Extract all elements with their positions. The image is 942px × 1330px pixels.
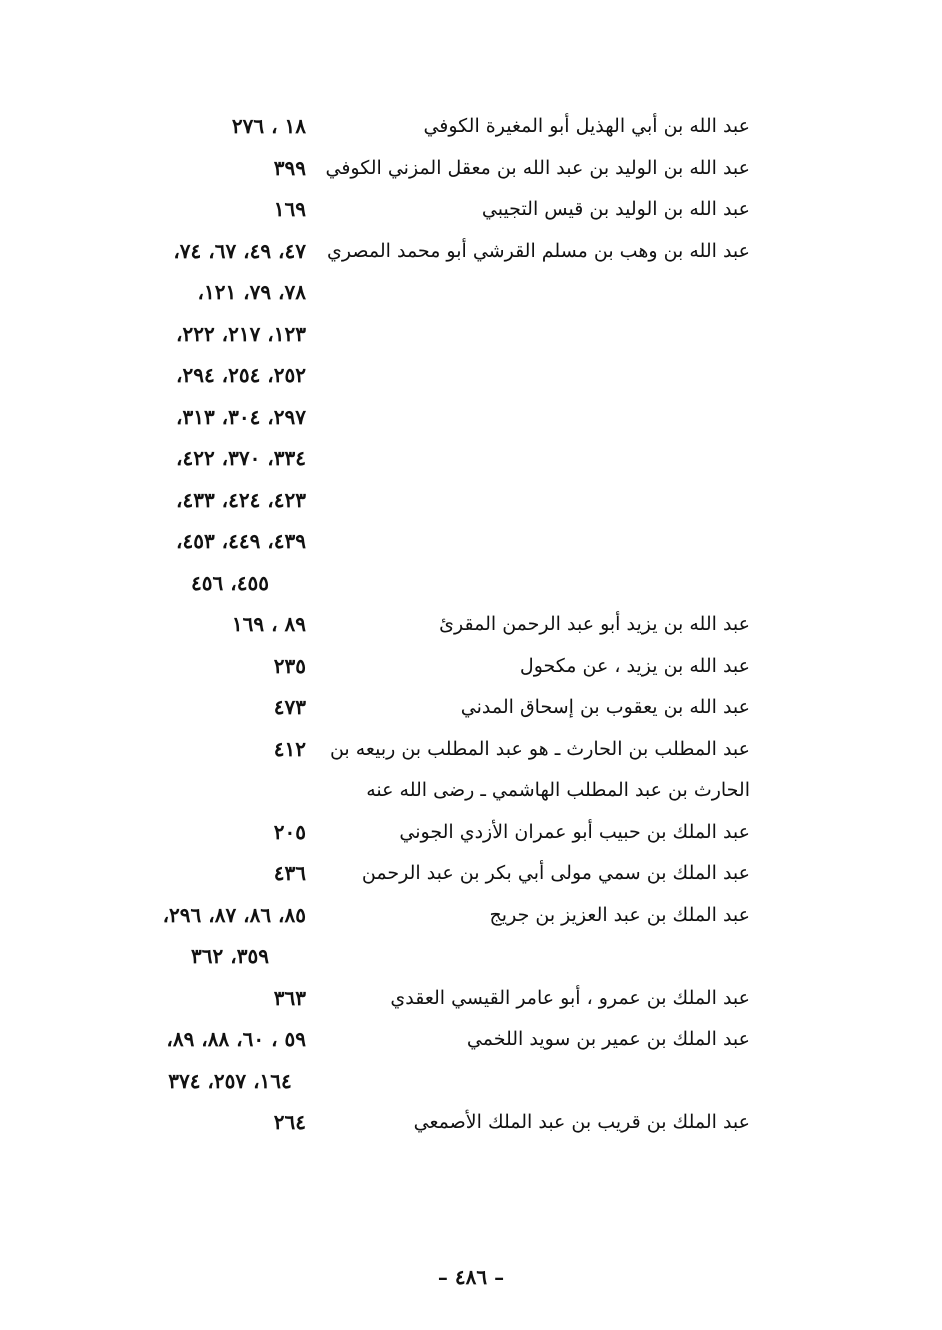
- entry-name: عبد الله بن يزيد أبو عبد الرحمن المقرئ: [439, 613, 750, 635]
- entry-page-refs: ١٨ ، ٢٧٦: [231, 114, 306, 138]
- index-entry: [0, 897, 942, 933]
- index-entry: [0, 855, 942, 891]
- index-entry: [0, 523, 942, 559]
- entry-page-refs: ٤٢٣، ٤٢٤، ٤٣٣،: [175, 488, 306, 512]
- entry-page-refs: ٣٩٩: [273, 156, 306, 180]
- entry-page-refs: ١٢٣، ٢١٧، ٢٢٢،: [175, 322, 306, 346]
- index-entry: [0, 731, 942, 767]
- index-entry: [0, 191, 942, 227]
- entry-page-refs: ٤٧٣: [273, 695, 306, 719]
- entry-name: عبد الله بن يعقوب بن إسحاق المدني: [460, 696, 750, 718]
- index-entry: [0, 980, 942, 1016]
- index-entry: [0, 482, 942, 518]
- index-entry: [0, 233, 942, 269]
- entry-page-refs: ٤٧، ٤٩، ٦٧، ٧٤،: [173, 239, 306, 263]
- index-entry: [0, 814, 942, 850]
- entry-name: الحارث بن عبد المطلب الهاشمي ـ رضى الله عنه: [366, 779, 750, 801]
- entry-page-refs: ٢٩٧، ٣٠٤، ٣١٣،: [175, 405, 306, 429]
- index-entry: [0, 1021, 942, 1057]
- entry-page-refs: ٤٥٥، ٤٥٦: [191, 571, 269, 595]
- index-entry: [0, 938, 942, 974]
- entry-name: عبد الله بن وهب بن مسلم القرشي أبو محمد المصري: [327, 240, 750, 262]
- index-entry: [0, 440, 942, 476]
- entry-page-refs: ٤٣٩، ٤٤٩، ٤٥٣،: [175, 529, 306, 553]
- index-entry: [0, 399, 942, 435]
- entry-page-refs: ٣٦٣: [273, 986, 306, 1010]
- index-entry: [0, 150, 942, 186]
- index-entry: [0, 606, 942, 642]
- entry-name: عبد الله بن أبي الهذيل أبو المغيرة الكوفي: [423, 115, 750, 137]
- index-entry: [0, 772, 942, 808]
- index-entry: [0, 648, 942, 684]
- page-number: – ٤٨٦ –: [437, 1265, 505, 1289]
- entry-name: عبد المطلب بن الحارث ـ هو عبد المطلب بن ربيعه بن: [329, 738, 750, 760]
- entry-name: عبد الله بن الوليد بن قيس التجيبي: [481, 198, 750, 220]
- index-entry: [0, 1104, 942, 1140]
- index-entry: [0, 1063, 942, 1099]
- index-entry: [0, 565, 942, 601]
- entry-name: عبد الله بن الوليد بن عبد الله بن معقل المزني الكوفي: [325, 157, 750, 179]
- entry-name: عبد الملك بن عبد العزيز بن جريج: [489, 904, 750, 926]
- entry-page-refs: ٢٥٢، ٢٥٤، ٢٩٤،: [175, 363, 306, 387]
- index-entry: [0, 316, 942, 352]
- entry-page-refs: ١٦٩: [273, 197, 306, 221]
- entry-name: عبد الملك بن قريب بن عبد الملك الأصمعي: [413, 1111, 750, 1133]
- entry-page-refs: ٨٥، ٨٦، ٨٧، ٢٩٦،: [162, 903, 306, 927]
- entry-page-refs: ٤٣٦: [273, 861, 306, 885]
- entry-name: عبد الملك بن سمي مولى أبي بكر بن عبد الرحمن: [361, 862, 750, 884]
- entry-page-refs: ٥٩ ، ٦٠، ٨٨، ٨٩،: [166, 1027, 306, 1051]
- index-entry: [0, 689, 942, 725]
- index-entry: [0, 108, 942, 144]
- entry-page-refs: ٢٠٥: [273, 820, 306, 844]
- entry-page-refs: ٨٩ ، ١٦٩: [231, 612, 306, 636]
- entry-page-refs: ١٦٤، ٢٥٧، ٣٧٤: [168, 1069, 292, 1093]
- entry-page-refs: ٣٣٤، ٣٧٠، ٤٢٢،: [175, 446, 306, 470]
- index-entry: [0, 357, 942, 393]
- entry-name: عبد الملك بن حبيب أبو عمران الأزدي الجوني: [399, 821, 750, 843]
- entry-name: عبد الملك بن عمير بن سويد اللخمي: [466, 1028, 750, 1050]
- entry-page-refs: ٢٦٤: [273, 1110, 306, 1134]
- entry-name: عبد الله بن يزيد ، عن مكحول: [519, 655, 750, 677]
- entry-name: عبد الملك بن عمرو ، أبو عامر القيسي العقدي: [390, 987, 750, 1009]
- entry-page-refs: ٣٥٩، ٣٦٢: [191, 944, 269, 968]
- index-entry: [0, 274, 942, 310]
- entry-page-refs: ٢٣٥: [273, 654, 306, 678]
- entry-page-refs: ٧٨، ٧٩، ١٢١،: [197, 280, 306, 304]
- entry-page-refs: ٤١٢: [273, 737, 306, 761]
